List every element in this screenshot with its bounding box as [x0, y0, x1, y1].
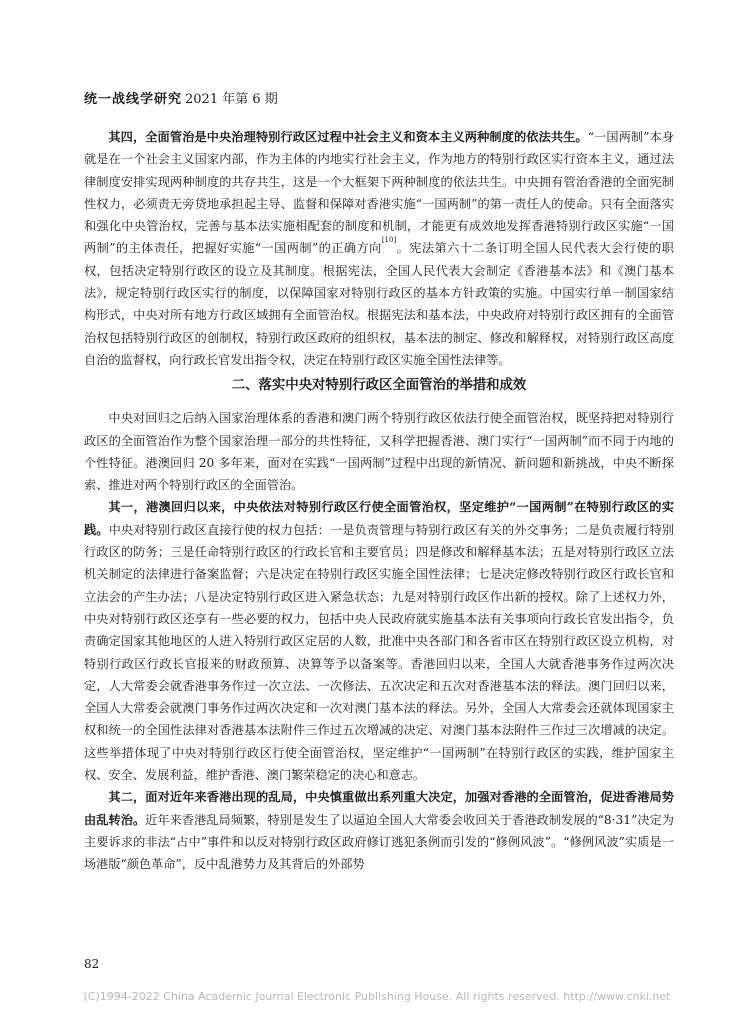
paragraph-2 [84, 786, 674, 875]
running-header [84, 88, 278, 107]
section-heading: 二、落实中央对特别行政区全面管治的举措和成效 [231, 377, 527, 394]
journal-title: 统一战线学研究 [84, 92, 183, 107]
paragraph-text: “一国两制”本身就是在一个社会主义国家内部，作为主体的内地实行社会主义，作为地方的特别行政区实行资本主义，通过法律制度安排实现两种制度的共存共生，这是一个大框架下两种制度的依法共生。中央拥有管治香港的全面宪制性权力，必须责无旁贷地承担起主导、监督和保障对香港实施“一国两制”的第一责任人的使命。只有全面落实和强化中央管治权，完善与基本法实施相配套的制度和机制，才能更有成效地发挥香港特别行政区实施“一国两制”的主体责任，把握好实施“一国两制”的正确方向 [84, 130, 675, 256]
paragraph-4 [84, 126, 674, 371]
paragraph-text: 近年来香港乱局频繁，特别是发生了以逼迫全国人大常委会收回关于香港政制发展的“8·31”决定为主要诉求的非法“占中”事件和以反对特别行政区政府修订逃犯条例而引发的“修例风波”。“修例风波”实质是一场港版“颜色革命”，反中乱港势力及其背后的外部势 [84, 812, 674, 872]
article-body [84, 126, 674, 876]
copyright-footer: (C)1994-2022 China Academic Journal Electronic Publishing House. All rights reserved. http://www.cnki.net [83, 990, 671, 1003]
footnote-ref[interactable]: [10] [381, 236, 397, 245]
paragraph-1 [84, 496, 674, 786]
paragraph-text: 中央对特别行政区直接行使的权力包括：一是负责管理与特别行政区有关的外交事务；二是负责履行特别行政区的防务；三是任命特别行政区的行政长官和主要官员；四是修改和解释基本法；五是对特别行政区立法机关制定的法律进行备案监督；六是决定在特别行政区实施全国性法律；七是决定修改特别行政区行政长官和立法会的产生办法；八是决定特别行政区进入紧急状态；九是对特别行政区作出新的授权。除了上述权力外，中央对特别行政区还享有一些必要的权力，包括中央人民政府就实施基本法有关事项向行政长官发出指令，负责确定国家其他地区的人进入特别行政区定居的人数，批准中央各部门和各省市区在特别行政区设立机构，对特别行政区行政长官报来的财政预算、决算等予以备案等。香港回归以来，全国人大就香港事务作过两次决定，人大常委会就香港事务作过一次立法、一次修法、五次决定和五次对香港基本法的释法。澳门回归以来，全国人大常委会就澳门事务作过两次决定和一次对澳门基本法的释法。另外，全国人大常委会还就体现国家主权和统一的全国性法律对香港基本法附件三作过五次增减的决定、对澳门基本法附件三作过三次增减的决定。这些举措体现了中央对特别行政区行使全面管治权，坚定维护“一国两制”在特别行政区的实践，维护国家主权、安全、发展利益，维护香港、澳门繁荣稳定的决心和意志。 [84, 522, 675, 783]
issue-label: 2021 年第 6 期 [185, 92, 278, 107]
section-intro-paragraph: 中央对回归之后纳入国家治理体系的香港和澳门两个特别行政区依法行使全面管治权，既坚持把对特别行政区的全面管治作为整个国家治理一部分的共性特征，又科学把握香港、澳门实行“一国两制”而不同于内地的个性特征。港澳回归 20 多年来，面对在实践“一国两制”过程中出现的新情况、新问题和新挑战，中央不断探索、推进对两个特别行政区的全面管治。 [84, 411, 674, 493]
paragraph-lead: 其二，面对近年来香港出现的乱局，中央慎重做出系列重大决定，加强对香港的全面管治，促进香港局势由乱转治。 [84, 790, 674, 827]
paragraph-lead: 其四，全面管治是中央治理特别行政区过程中社会主义和资本主义两种制度的依法共生。 [108, 130, 588, 144]
page-number: 82 [84, 957, 100, 971]
paragraph-lead: 其一，港澳回归以来，中央依法对特别行政区行使全面管治权，坚定维护“一国两制”在特别行政区的实践。 [84, 500, 674, 537]
paragraph-text: 。宪法第六十二条订明全国人民代表大会行使的职权，包括决定特别行政区的设立及其制度。根据宪法，全国人民代表大会制定《香港基本法》和《澳门基本法》，规定特别行政区实行的制度，以保障国家对特别行政区的基本方针政策的实施。中国实行单一制国家结构形式，中央对所有地方行政区域拥有全面管治权。根据宪法和基本法，中央政府对特别行政区拥有的全面管治权包括特别行政区的创制权，特别行政区政府的组织权，基本法的制定、修改和解释权，对特别行政区高度自治的监督权，向行政长官发出指令权，决定在特别行政区实施全国性法律等。 [84, 241, 674, 367]
